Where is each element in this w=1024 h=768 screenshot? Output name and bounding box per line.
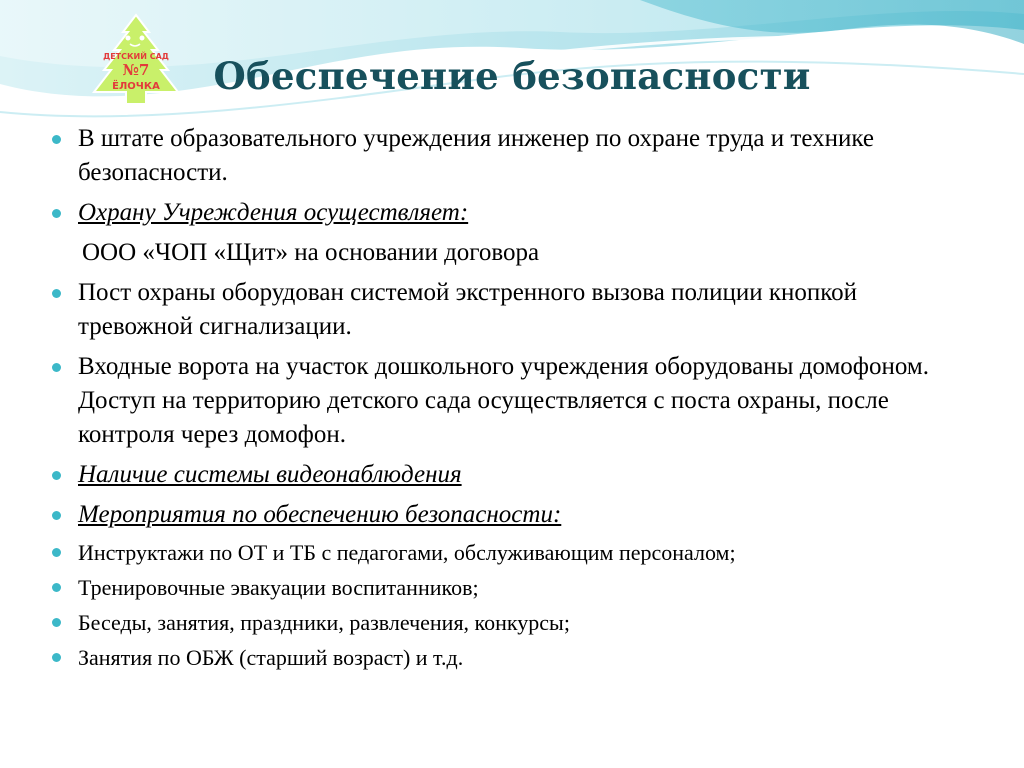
bullet-icon xyxy=(52,209,61,218)
list-item-text: Занятия по ОБЖ (старший возраст) и т.д. xyxy=(78,645,464,670)
bullet-icon xyxy=(52,548,61,557)
list-item xyxy=(48,538,978,568)
list-item xyxy=(48,608,978,638)
list-item-text: Тренировочные эвакуации воспитанников; xyxy=(78,575,479,600)
list-item-text: Наличие системы видеонаблюдения xyxy=(78,461,462,488)
list-item-text: ООО «ЧОП «Щит» на основании договора xyxy=(82,239,540,266)
logo-line-2: №7 xyxy=(122,61,150,79)
logo-line-3: ЁЛОЧКА xyxy=(112,81,160,92)
list-item xyxy=(48,122,978,190)
bullet-icon xyxy=(52,618,61,627)
list-item xyxy=(48,350,978,452)
bullet-icon xyxy=(52,135,61,144)
list-item-text: Охрану Учреждения осуществляет: xyxy=(78,199,469,226)
list-item xyxy=(48,196,978,230)
list-item-text: Пост охраны оборудован системой экстренного вызова полиции кнопкой тревожной сигнализации. xyxy=(78,279,858,340)
list-item-text: Мероприятия по обеспечению безопасности: xyxy=(78,501,562,528)
list-item-text: В штате образовательного учреждения инженер по охране труда и технике безопасности. xyxy=(78,125,874,186)
bullet-icon xyxy=(52,583,61,592)
list-item xyxy=(48,236,978,270)
kindergarten-logo xyxy=(86,12,186,120)
list-item xyxy=(48,573,978,603)
list-item xyxy=(48,276,978,344)
list-item xyxy=(48,498,978,532)
bullet-icon xyxy=(52,471,61,480)
bullet-icon xyxy=(52,511,61,520)
slide-title: Обеспечение безопасности xyxy=(213,54,811,98)
eye-icon xyxy=(140,36,145,41)
list-item xyxy=(48,643,978,673)
eye-icon xyxy=(126,36,131,41)
list-item-text: Беседы, занятия, праздники, развлечения, конкурсы; xyxy=(78,610,570,635)
bullet-icon xyxy=(52,289,61,298)
logo-line-1: ДЕТСКИЙ САД xyxy=(103,52,169,61)
bullet-icon xyxy=(52,363,61,372)
list-item-text: Входные ворота на участок дошкольного учреждения оборудованы домофоном. Доступ на территорию детского сада осуществляется с поста охраны, после контроля через домофон. xyxy=(78,353,929,448)
list-item xyxy=(48,458,978,492)
list-item-text: Инструктажи по ОТ и ТБ с педагогами, обслуживающим персоналом; xyxy=(78,540,736,565)
bullet-icon xyxy=(52,653,61,662)
bullet-list xyxy=(48,122,978,678)
